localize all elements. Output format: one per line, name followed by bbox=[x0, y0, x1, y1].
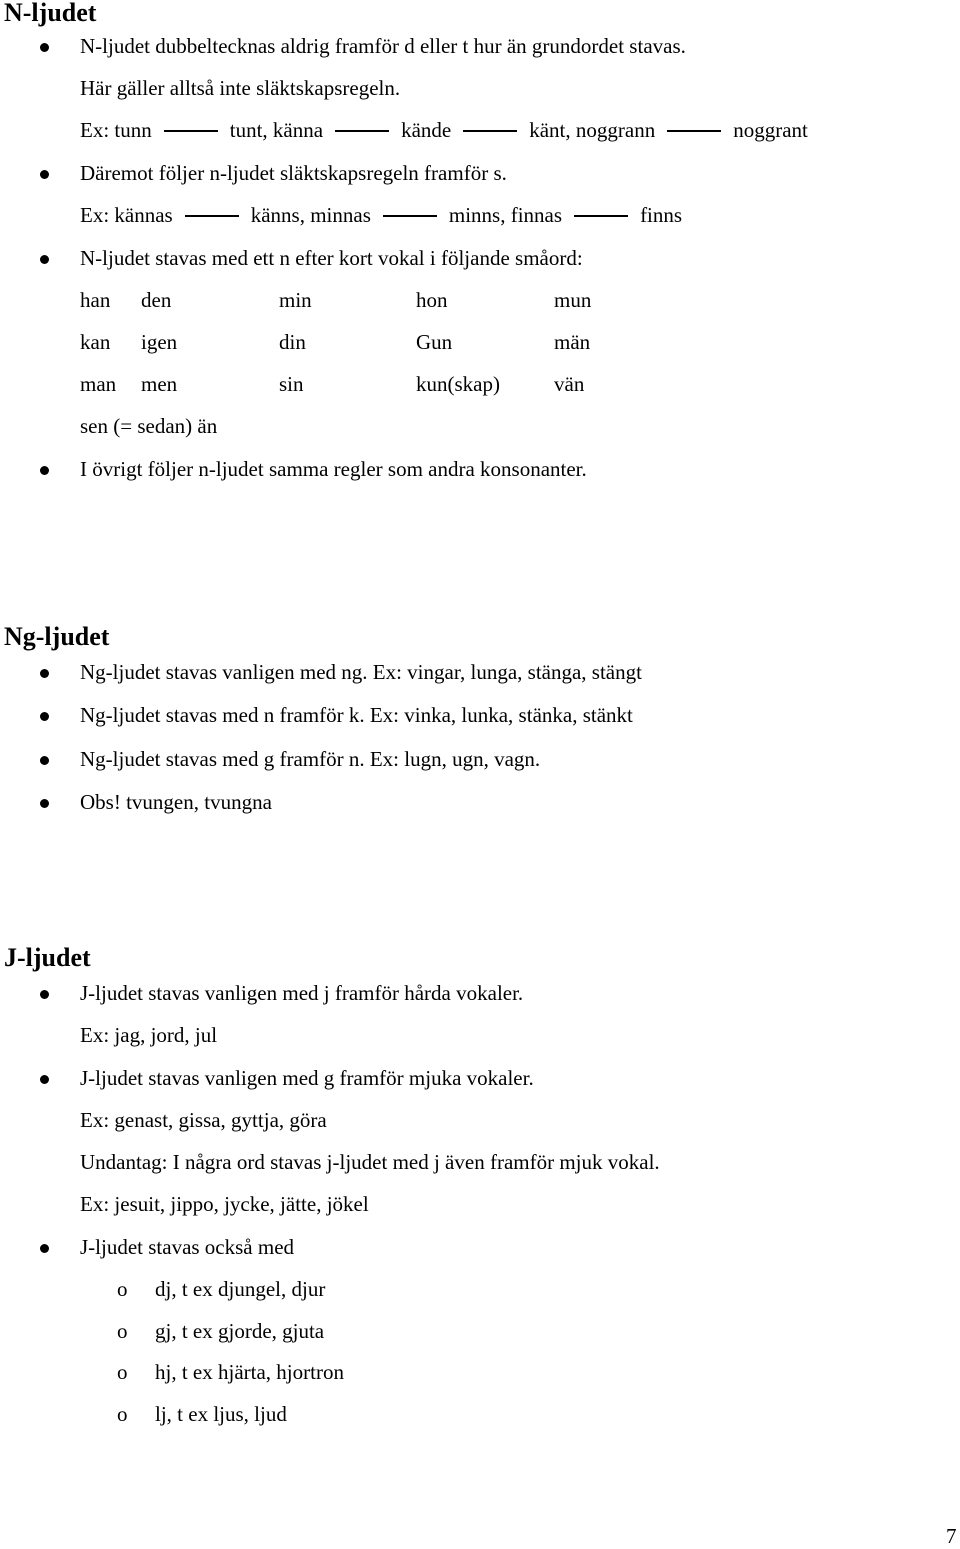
bullet bbox=[40, 669, 49, 678]
j-rule-2: J-ljudet stavas vanligen med g framför mjuka vokaler. bbox=[80, 1066, 534, 1090]
dash bbox=[185, 215, 239, 217]
sub-bullet: o bbox=[117, 1402, 128, 1426]
word: min bbox=[279, 288, 312, 312]
dash bbox=[667, 130, 721, 132]
word: han bbox=[80, 288, 111, 312]
word: men bbox=[141, 372, 178, 396]
sub-item: dj, t ex djungel, djur bbox=[155, 1277, 326, 1301]
example-text: finns bbox=[640, 203, 683, 227]
ng-rule: Ng-ljudet stavas med g framför n. Ex: lugn, ugn, vagn. bbox=[80, 747, 541, 771]
bullet bbox=[40, 799, 49, 808]
j-example-3: Ex: jesuit, jippo, jycke, jätte, jökel bbox=[80, 1192, 369, 1216]
sub-item: gj, t ex gjorde, gjuta bbox=[155, 1319, 325, 1343]
sub-item: hj, t ex hjärta, hjortron bbox=[155, 1360, 344, 1384]
n-rule-3: N-ljudet stavas med ett n efter kort vokal i följande småord: bbox=[80, 246, 583, 270]
j-rule-1: J-ljudet stavas vanligen med j framför hårda vokaler. bbox=[80, 981, 524, 1005]
bullet bbox=[40, 170, 49, 179]
word: vän bbox=[554, 372, 585, 396]
word: hon bbox=[416, 288, 448, 312]
bullet bbox=[40, 990, 49, 999]
dash bbox=[383, 215, 437, 217]
example-text: Ex: kännas bbox=[80, 203, 173, 227]
example-text: känns, minnas bbox=[250, 203, 371, 227]
sub-bullet: o bbox=[117, 1360, 128, 1384]
example-text: minns, finnas bbox=[448, 203, 563, 227]
example-text: tunt, känna bbox=[229, 118, 324, 142]
bullet bbox=[40, 43, 49, 52]
bullet bbox=[40, 1075, 49, 1084]
n-rule-1-note: Här gäller alltså inte släktskapsregeln. bbox=[80, 76, 401, 100]
bullet bbox=[40, 712, 49, 721]
word-last: sen (= sedan) än bbox=[80, 414, 218, 438]
example-text: Ex: tunn bbox=[80, 118, 152, 142]
page-number: 7 bbox=[946, 1524, 957, 1548]
word: din bbox=[279, 330, 306, 354]
word: man bbox=[80, 372, 117, 396]
n-rule-4: I övrigt följer n-ljudet samma regler som andra konsonanter. bbox=[80, 457, 587, 481]
example-text: noggrant bbox=[733, 118, 808, 142]
bullet bbox=[40, 756, 49, 765]
n-example-2 bbox=[80, 203, 682, 228]
j-example-2: Ex: genast, gissa, gyttja, göra bbox=[80, 1108, 327, 1132]
word: mun bbox=[554, 288, 592, 312]
n-rule-2: Däremot följer n-ljudet släktskapsregeln framför s. bbox=[80, 161, 507, 185]
example-text: känt, noggrann bbox=[529, 118, 656, 142]
bullet bbox=[40, 466, 49, 475]
ng-rule: Ng-ljudet stavas vanligen med ng. Ex: vingar, lunga, stänga, stängt bbox=[80, 660, 642, 684]
word: kun(skap) bbox=[416, 372, 500, 396]
j-rule-3: J-ljudet stavas också med bbox=[80, 1235, 295, 1259]
j-exception: Undantag: I några ord stavas j-ljudet med j även framför mjuk vokal. bbox=[80, 1150, 660, 1174]
dash bbox=[574, 215, 628, 217]
dash bbox=[164, 130, 218, 132]
heading-j-ljudet: J-ljudet bbox=[4, 943, 91, 972]
dash bbox=[463, 130, 517, 132]
word: den bbox=[141, 288, 172, 312]
bullet bbox=[40, 1244, 49, 1253]
j-example-1: Ex: jag, jord, jul bbox=[80, 1023, 218, 1047]
ng-rule: Obs! tvungen, tvungna bbox=[80, 790, 272, 814]
word: kan bbox=[80, 330, 111, 354]
ng-rule: Ng-ljudet stavas med n framför k. Ex: vinka, lunka, stänka, stänkt bbox=[80, 703, 633, 727]
word: Gun bbox=[416, 330, 453, 354]
heading-ng-ljudet: Ng-ljudet bbox=[4, 622, 110, 651]
dash bbox=[335, 130, 389, 132]
bullet bbox=[40, 255, 49, 264]
sub-bullet: o bbox=[117, 1319, 128, 1343]
n-example-1 bbox=[80, 118, 808, 143]
n-rule-1: N-ljudet dubbeltecknas aldrig framför d eller t hur än grundordet stavas. bbox=[80, 34, 686, 58]
example-text: kände bbox=[401, 118, 452, 142]
heading-n-ljudet: N-ljudet bbox=[4, 0, 97, 27]
word: sin bbox=[279, 372, 304, 396]
sub-bullet: o bbox=[117, 1277, 128, 1301]
sub-item: lj, t ex ljus, ljud bbox=[155, 1402, 287, 1426]
word: igen bbox=[141, 330, 178, 354]
word: män bbox=[554, 330, 591, 354]
